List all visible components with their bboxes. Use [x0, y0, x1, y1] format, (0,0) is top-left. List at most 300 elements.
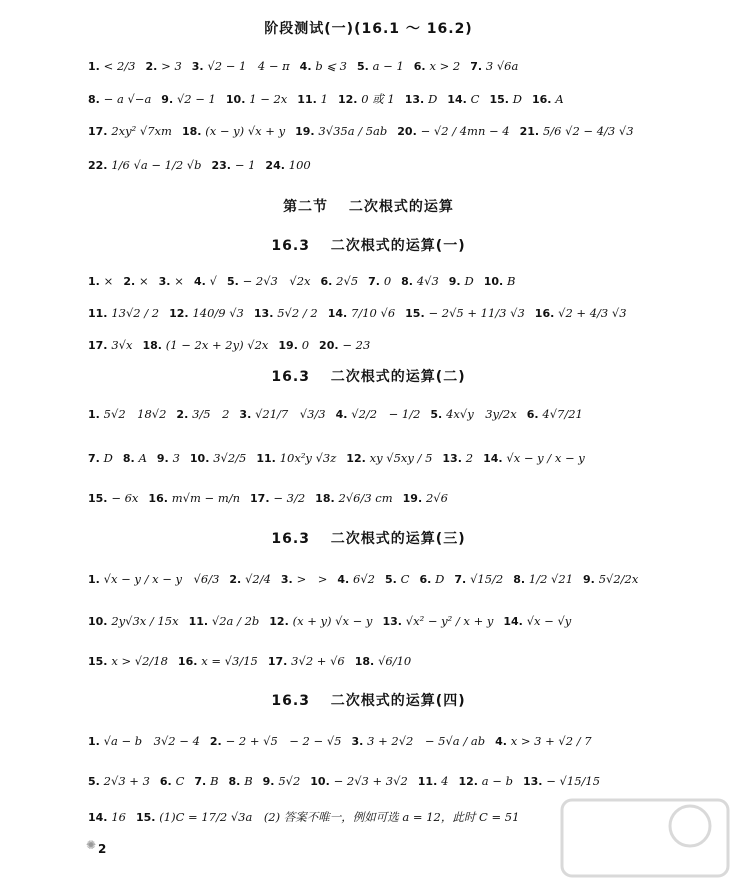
question-number: 8. [122, 451, 139, 465]
answer-line [88, 652, 718, 670]
question-number: 11. [417, 774, 442, 788]
question-number: 14. [447, 92, 471, 106]
answer-item [88, 653, 168, 670]
answer-value: − √2 / 4mn − 4 [420, 123, 510, 138]
question-number: 11. [256, 451, 280, 465]
answer-line [88, 570, 718, 588]
question-number: 14. [327, 306, 352, 320]
question-number: 10. [310, 774, 334, 788]
question-number: 14. [483, 451, 507, 465]
answer-value: 6√2 [353, 571, 375, 586]
answer-item [176, 406, 229, 423]
answer-item [211, 157, 255, 174]
answer-value: 140/9 √3 [192, 305, 244, 320]
answer-line [88, 122, 718, 140]
answer-item [88, 305, 159, 322]
answer-item [418, 773, 449, 790]
answer-item [123, 273, 148, 290]
question-number: 9. [262, 774, 279, 788]
question-number: 11. [297, 92, 321, 106]
answer-value: 5√2/2x [598, 571, 639, 586]
answer-value: 5/6 √2 − 4/3 √3 [542, 123, 634, 138]
question-number: 9. [161, 92, 177, 106]
answer-item [328, 305, 395, 322]
answer-value: 4x√y 3y/2x [446, 406, 517, 421]
answer-value: − 23 [342, 337, 371, 352]
answer-value: √x − y / x − y √6/3 [103, 571, 220, 586]
question-number: 6. [419, 572, 436, 586]
question-number: 13. [253, 306, 278, 320]
answer-item [192, 58, 290, 75]
question-number: 2. [176, 407, 193, 421]
answer-item [442, 450, 473, 467]
answer-item [161, 91, 216, 108]
answer-item [527, 406, 583, 423]
answer-item [142, 337, 268, 354]
answer-value: a − 1 [372, 58, 404, 73]
answer-item [88, 91, 151, 108]
answer-item [263, 773, 301, 790]
answer-value: m√m − m/n [171, 490, 241, 505]
answer-line [88, 90, 718, 108]
answer-value: B [210, 773, 219, 788]
question-number: 13. [442, 451, 466, 465]
answer-value: √x² − y² / x + y [405, 613, 494, 628]
answer-value: × [138, 273, 149, 288]
answer-line [88, 732, 718, 750]
answer-value: √2/2 − 1/2 [351, 406, 421, 421]
answer-item [88, 123, 172, 140]
answer-value: B [507, 273, 516, 288]
answer-item [495, 733, 592, 750]
answer-value: 3√2 + √6 [291, 653, 345, 668]
answer-item [397, 123, 509, 140]
question-number: 23. [211, 158, 235, 172]
question-number: 17. [88, 338, 112, 352]
question-number: 5. [356, 59, 373, 73]
question-number: 1. [88, 407, 104, 421]
answer-value: 0 或 1 [361, 91, 395, 106]
answer-value: 0 [383, 273, 392, 288]
answer-item [88, 337, 132, 354]
answer-value: 4 [441, 773, 449, 788]
answer-value: D [103, 450, 113, 465]
question-number: 1. [88, 274, 104, 288]
answer-value: √15/2 [470, 571, 504, 586]
question-number: 10. [189, 451, 214, 465]
answer-value: √ [209, 273, 217, 288]
question-number: 7. [470, 59, 486, 73]
answer-line [88, 449, 718, 467]
answer-item [278, 337, 309, 354]
question-number: 4. [335, 407, 352, 421]
answer-item [310, 773, 408, 790]
answer-value: 13√2 / 2 [111, 305, 160, 320]
answer-item [190, 450, 246, 467]
question-number: 5. [385, 572, 401, 586]
answer-item [88, 490, 138, 507]
question-number: 13. [522, 774, 547, 788]
answer-item [513, 571, 573, 588]
answer-value: 16 [111, 809, 126, 824]
answer-item [300, 58, 347, 75]
answer-item [250, 490, 305, 507]
question-number: 19. [402, 491, 426, 505]
answer-value: 3√2/5 [213, 450, 247, 465]
answer-item [355, 653, 411, 670]
answer-value: 4√7/21 [542, 406, 583, 421]
answer-value: 1/6 √a − 1/2 √b [111, 157, 202, 172]
question-number: 19. [295, 124, 319, 138]
answer-value: x > √2/18 [111, 653, 168, 668]
answer-value: 3√35a / 5ab [318, 123, 388, 138]
answer-value: 3/5 2 [192, 406, 230, 421]
answer-value: C [400, 571, 410, 586]
answer-value: 4√3 [416, 273, 439, 288]
answer-item [368, 273, 391, 290]
answer-value: (x − y) √x + y [205, 123, 286, 138]
question-number: 7. [368, 274, 384, 288]
answer-item [182, 123, 285, 140]
answer-value: b ⩽ 3 [315, 58, 347, 73]
question-number: 3. [191, 59, 208, 73]
answer-item [430, 406, 516, 423]
answer-value: √2 − 1 4 − π [207, 58, 290, 73]
answer-value: (1 − 2x + 2y) √2x [165, 337, 269, 352]
answer-item [489, 91, 522, 108]
answer-item [357, 58, 404, 75]
answer-value: < 2/3 [103, 58, 136, 73]
question-number: 15. [88, 654, 112, 668]
answer-value: 2xy² √7xm [111, 123, 172, 138]
answer-value: xy √5xy / 5 [369, 450, 433, 465]
question-number: 17. [267, 654, 292, 668]
question-number: 10. [483, 274, 508, 288]
answer-value: > 3 [161, 58, 182, 73]
answer-item [315, 490, 392, 507]
answer-value: √x − y / x − y [506, 450, 585, 465]
answer-item [88, 450, 113, 467]
answer-value: a − b [481, 773, 513, 788]
question-number: 3. [158, 274, 175, 288]
answer-line [88, 156, 718, 174]
answer-item [145, 58, 181, 75]
answer-value: 3√x [111, 337, 133, 352]
question-number: 3. [351, 734, 368, 748]
section-title: 阶段测试(一)(16.1 ～ 16.2) [264, 21, 473, 37]
answer-value: − a √−a [103, 91, 152, 106]
answer-item [88, 58, 135, 75]
question-number: 2. [229, 572, 246, 586]
question-number: 6. [413, 59, 430, 73]
answer-item [338, 91, 395, 108]
answer-item [470, 58, 518, 75]
answer-item [194, 273, 217, 290]
answer-item [520, 123, 634, 140]
section-title: 16.3 二次根式的运算(四) [271, 693, 466, 709]
question-number: 16. [534, 306, 559, 320]
question-number: 15. [489, 92, 513, 106]
question-number: 12. [269, 614, 293, 628]
answer-item [254, 305, 318, 322]
answer-value: 5√2 / 2 [277, 305, 318, 320]
answer-value: x > 2 [429, 58, 461, 73]
answer-value: A [138, 450, 147, 465]
section-title: 16.3 二次根式的运算(二) [271, 369, 466, 385]
answer-item [178, 653, 258, 670]
answer-value: 3 + 2√2 − 5√a / ab [367, 733, 486, 748]
section-title: 16.3 二次根式的运算(一) [271, 238, 466, 254]
answer-value: (1)C = 17/2 √3a (2) 答案不唯一，例如可选 a = 12，此时 C = 51 [159, 809, 520, 824]
question-number: 6. [320, 274, 337, 288]
answer-value: B [244, 773, 253, 788]
question-number: 12. [337, 92, 362, 106]
answer-item [449, 273, 474, 290]
answer-item [336, 406, 421, 423]
question-number: 9. [448, 274, 465, 288]
answer-value: × [174, 273, 184, 288]
watermark-logo [560, 798, 730, 878]
answer-line [88, 489, 718, 507]
answer-item [210, 733, 342, 750]
question-number: 10. [88, 614, 112, 628]
answer-item [484, 273, 516, 290]
answer-item [405, 91, 438, 108]
page-corner-icon: ✺ [86, 838, 97, 852]
answer-value: 1/2 √21 [528, 571, 574, 586]
answer-value: D [435, 571, 445, 586]
question-number: 18. [181, 124, 206, 138]
question-number: 18. [354, 654, 379, 668]
answer-value: 5√2 18√2 [103, 406, 167, 421]
answer-item [189, 613, 260, 630]
page-number: 2 [98, 842, 107, 856]
question-number: 11. [88, 306, 112, 320]
question-number: 1. [88, 59, 104, 73]
answer-item [160, 773, 184, 790]
answer-value: 2√3 + 3 [103, 773, 150, 788]
answer-value: − 1 [234, 157, 256, 172]
answer-item [123, 450, 147, 467]
answer-value: 7/10 √6 [351, 305, 396, 320]
answer-item [385, 571, 409, 588]
question-number: 8. [401, 274, 417, 288]
question-number: 15. [135, 810, 160, 824]
answer-item [414, 58, 460, 75]
answer-value: 3 [172, 450, 180, 465]
answer-value: 0 [301, 337, 310, 352]
answer-item [351, 733, 485, 750]
answer-value: √2 + 4/3 √3 [558, 305, 627, 320]
answer-item [148, 490, 240, 507]
question-number: 8. [228, 774, 245, 788]
answer-value: C [175, 773, 185, 788]
answer-item [169, 305, 244, 322]
answer-item [88, 273, 113, 290]
answer-value: 1 [320, 91, 328, 106]
answer-item [265, 157, 310, 174]
question-number: 2. [209, 734, 226, 748]
question-number: 6. [159, 774, 176, 788]
answer-item [454, 571, 503, 588]
answer-value: 2√5 [336, 273, 359, 288]
answer-item [136, 809, 519, 826]
answer-value: (x + y) √x − y [292, 613, 373, 628]
answer-value: A [555, 91, 564, 106]
answer-line [88, 336, 718, 354]
question-number: 1. [88, 572, 104, 586]
question-number: 14. [88, 810, 112, 824]
answer-item [583, 571, 638, 588]
question-number: 1. [88, 734, 104, 748]
answer-item [88, 613, 179, 630]
answer-item [159, 273, 184, 290]
answer-line [88, 405, 718, 423]
answer-item [229, 571, 271, 588]
section-title: 16.3 二次根式的运算(三) [271, 531, 466, 547]
answer-item [239, 406, 325, 423]
answer-value: √2a / 2b [211, 613, 260, 628]
question-number: 22. [88, 158, 112, 172]
answer-value: 100 [288, 157, 311, 172]
answer-item [268, 653, 345, 670]
question-number: 9. [156, 451, 173, 465]
answer-item [346, 450, 432, 467]
question-number: 11. [188, 614, 212, 628]
answer-value: 1 − 2x [249, 91, 288, 106]
answer-item [194, 773, 218, 790]
question-number: 16. [532, 92, 556, 106]
question-number: 4. [299, 59, 316, 73]
question-number: 2. [145, 59, 162, 73]
answer-line [88, 772, 718, 790]
answer-value: − 6x [111, 490, 139, 505]
answer-value: C [470, 91, 480, 106]
answer-line [88, 272, 718, 290]
question-number: 15. [88, 491, 112, 505]
answer-value: √2 − 1 [176, 91, 216, 106]
question-number: 8. [88, 92, 104, 106]
question-number: 20. [397, 124, 421, 138]
answer-item [88, 773, 150, 790]
question-number: 7. [194, 774, 211, 788]
answer-value: D [464, 273, 474, 288]
answer-item [229, 773, 253, 790]
answer-item [88, 571, 219, 588]
question-number: 15. [405, 306, 429, 320]
answer-item [401, 273, 439, 290]
question-number: 9. [583, 572, 599, 586]
question-number: 13. [382, 614, 406, 628]
answer-item [523, 773, 600, 790]
answer-item [227, 273, 311, 290]
answer-item [256, 450, 336, 467]
question-number: 24. [265, 158, 289, 172]
answer-item [88, 157, 201, 174]
answer-value: x > 3 + √2 / 7 [510, 733, 592, 748]
question-number: 14. [503, 614, 527, 628]
answer-value: 3 √6a [485, 58, 519, 73]
question-number: 16. [148, 491, 172, 505]
answer-value: D [512, 91, 522, 106]
question-number: 13. [404, 92, 429, 106]
answer-value: √21/7 √3/3 [255, 406, 326, 421]
question-number: 5. [88, 774, 104, 788]
answer-value: 2√6/3 cm [338, 490, 393, 505]
answer-value: 5√2 [278, 773, 301, 788]
answer-item [269, 613, 372, 630]
answer-value: − √15/15 [546, 773, 601, 788]
question-number: 20. [319, 338, 343, 352]
question-number: 10. [225, 92, 250, 106]
question-number: 17. [250, 491, 274, 505]
section-title: 第二节 二次根式的运算 [283, 199, 454, 215]
question-number: 4. [495, 734, 511, 748]
answer-item [535, 305, 627, 322]
answer-item [403, 490, 448, 507]
answer-line [88, 612, 718, 630]
question-number: 4. [337, 572, 354, 586]
question-number: 8. [513, 572, 529, 586]
answer-value: D [428, 91, 438, 106]
answer-item [458, 773, 513, 790]
question-number: 2. [123, 274, 139, 288]
answer-item [281, 571, 327, 588]
question-number: 18. [315, 491, 339, 505]
answer-value: 2 [465, 450, 474, 465]
answer-item [532, 91, 564, 108]
question-number: 4. [193, 274, 210, 288]
answer-item [88, 406, 166, 423]
answer-item [295, 123, 387, 140]
question-number: 6. [526, 407, 543, 421]
answer-value: √2/4 [245, 571, 271, 586]
answer-value: √a − b 3√2 − 4 [103, 733, 200, 748]
question-number: 12. [458, 774, 482, 788]
answer-value: 10x²y √3z [279, 450, 337, 465]
answer-value: > > [296, 571, 328, 586]
answer-value: − 2 + √5 − 2 − √5 [225, 733, 342, 748]
answer-item [447, 91, 479, 108]
question-number: 12. [346, 451, 370, 465]
answer-item [88, 809, 126, 826]
answer-item [321, 273, 359, 290]
question-number: 17. [88, 124, 112, 138]
question-number: 3. [239, 407, 256, 421]
answer-item [226, 91, 287, 108]
question-number: 12. [169, 306, 193, 320]
answer-item [157, 450, 180, 467]
answer-value: − 3/2 [273, 490, 306, 505]
answer-item [419, 571, 444, 588]
answer-value: x = √3/15 [201, 653, 258, 668]
answer-item [405, 305, 525, 322]
answer-item [382, 613, 493, 630]
question-number: 3. [280, 572, 297, 586]
question-number: 19. [278, 338, 302, 352]
answer-item [337, 571, 375, 588]
question-number: 5. [430, 407, 447, 421]
answer-line [88, 57, 718, 75]
question-number: 7. [88, 451, 104, 465]
answer-item [503, 613, 571, 630]
answer-value: √6/10 [378, 653, 412, 668]
answer-value: 2y√3x / 15x [111, 613, 179, 628]
question-number: 5. [226, 274, 243, 288]
answer-item [88, 733, 200, 750]
answer-item [297, 91, 328, 108]
answer-item [319, 337, 370, 354]
